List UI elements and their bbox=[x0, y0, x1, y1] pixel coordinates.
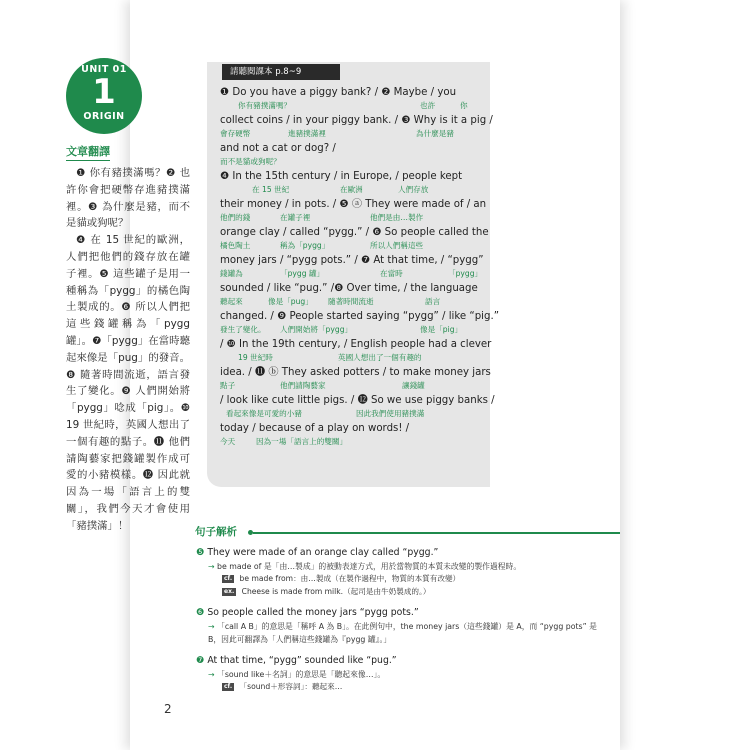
translation-heading: 文章翻譯 bbox=[66, 143, 110, 161]
analysis-item bbox=[196, 653, 606, 694]
gloss-text: 讓錢罐 bbox=[402, 381, 425, 390]
gloss-text: 英國人想出了一個有趣的 bbox=[338, 353, 422, 362]
gloss-text: 錢罐為 bbox=[220, 269, 243, 278]
analysis-sub-note: be made from：由…製成（在製作過程中，物質的本質有改變） bbox=[239, 574, 461, 583]
cf-tag: cf. bbox=[224, 575, 233, 582]
reading-line: their money / in pots. / ❺ ⓐ They were made of / an bbox=[220, 199, 487, 210]
gloss-text: 所以人們稱這些 bbox=[370, 241, 424, 250]
translation-paragraph: ❶ 你有豬撲滿嗎？❷ 也許你會把硬幣存進豬撲滿裡。❸ 為什麼是豬，而不是貓或狗呢？ bbox=[66, 167, 190, 230]
analysis-item bbox=[196, 545, 606, 598]
gloss-text: 人們開始將「pygg」 bbox=[280, 325, 353, 334]
reading-gloss bbox=[220, 212, 482, 226]
gloss-text: 稱為「pygg」 bbox=[280, 241, 330, 250]
gloss-text: 在當時 bbox=[380, 269, 403, 278]
analysis-sub-note: 「sound＋形容詞」：聽起來… bbox=[239, 682, 343, 691]
reading-line: money jars / “pygg pots.” / ❼ At that time, / “pygg” bbox=[220, 255, 484, 266]
reading-line: ❶ Do you have a piggy bank? / ❷ Maybe / you bbox=[220, 87, 457, 98]
gloss-text: 隨著時間流逝 bbox=[328, 297, 374, 306]
reading-gloss bbox=[220, 100, 482, 114]
reading-gloss bbox=[220, 128, 482, 142]
reading-gloss bbox=[220, 240, 482, 254]
arrow-icon: → bbox=[208, 670, 215, 679]
reading-gloss bbox=[220, 380, 482, 394]
gloss-text: 在 15 世紀 bbox=[252, 185, 290, 194]
translation-paragraph: ❹ 在 15 世紀的歐洲，人們把他們的錢存放在罐子裡。❺ 這些罐子是用一種稱為「pygg」的橘色陶土製成的。❻ 所以人們把這些錢罐稱為「pygg 罐」。❼「pygg」在當時聽起來像是「pug」的發音。❽ 隨著時間流逝，語言發生了變化。❾ 人們開始將「pygg」唸成「pig」。❿ 19 世紀時，英國人想出了一個有趣的點子。⓫ 他們請陶藝家把錢罐製作成可愛的小豬模樣。⓬ 因此就因為一場「語言上的雙關」，我們今天才會使用「豬撲滿」！ bbox=[66, 234, 190, 532]
reading-gloss bbox=[220, 436, 482, 450]
gloss-text: 發生了變化。 bbox=[220, 325, 266, 334]
reading-line: sounded / like “pug.” /❽ Over time, / the language bbox=[220, 283, 478, 294]
analysis-sub-note: Cheese is made from milk.（起司是由牛奶製成的。） bbox=[241, 586, 431, 596]
reading-line: collect coins / in your piggy bank. / ❸ Why is it a pig / bbox=[220, 115, 493, 126]
sentence-number: ❻ bbox=[196, 607, 205, 618]
gloss-text: 而不是貓或狗呢？ bbox=[220, 157, 281, 166]
analysis-sentence: They were made of an orange clay called “pygg.” bbox=[207, 547, 439, 558]
gloss-text: 會存硬幣 bbox=[220, 129, 251, 138]
divider-line bbox=[253, 532, 620, 534]
gloss-text: 橘色陶土 bbox=[220, 241, 251, 250]
gloss-text: 19 世紀時 bbox=[238, 353, 273, 362]
unit-origin: ORIGIN bbox=[83, 111, 125, 122]
gloss-text: 為什麼是豬 bbox=[416, 129, 454, 138]
reading-gloss bbox=[220, 408, 482, 422]
sentence-number: ❼ bbox=[196, 655, 205, 666]
analysis-note: 「sound like＋名詞」的意思是「聽起來像…」。 bbox=[217, 670, 386, 679]
reading-line: and not a cat or dog? / bbox=[220, 143, 336, 154]
gloss-text: 看起來像是可愛的小豬 bbox=[226, 409, 302, 418]
analysis-item bbox=[196, 605, 606, 646]
analysis-note: be made of 是「由…製成」的被動表達方式，用於當物質的本質未改變的製作過程時。 bbox=[217, 562, 522, 571]
reading-gloss bbox=[220, 324, 482, 338]
reading-line: / look like cute little pigs. / ⓬ So we use piggy banks / bbox=[220, 395, 495, 406]
gloss-text: 你 bbox=[460, 101, 468, 110]
arrow-icon: → bbox=[208, 562, 215, 571]
cf-tag: cf. bbox=[224, 683, 233, 690]
unit-badge bbox=[66, 58, 142, 134]
gloss-text: 「pygg 罐」 bbox=[280, 269, 325, 278]
gloss-text: 今天 bbox=[220, 437, 236, 446]
sentence-number: ❺ bbox=[196, 547, 205, 558]
gloss-text: 「pygg」 bbox=[448, 269, 483, 278]
reading-line: idea. / ⓫ ⓑ They asked potters / to make money jars bbox=[220, 367, 491, 378]
gloss-text: 進豬撲滿裡 bbox=[288, 129, 326, 138]
gloss-text: 點子 bbox=[220, 381, 236, 390]
gloss-text: 因此我們使用豬撲滿 bbox=[356, 409, 425, 418]
unit-label: UNIT 01 bbox=[81, 64, 127, 75]
page-number: 2 bbox=[164, 702, 172, 716]
reading-gloss bbox=[220, 352, 482, 366]
gloss-text: 在歐洲 bbox=[340, 185, 363, 194]
analysis-sentence: At that time, “pygg” sounded like “pug.” bbox=[207, 655, 397, 666]
gloss-text: 他們請陶藝家 bbox=[280, 381, 326, 390]
listening-tag: 請聽閱課本 p.8~9 bbox=[222, 64, 340, 80]
gloss-text: 在罐子裡 bbox=[280, 213, 311, 222]
reading-line: changed. / ❾ People started saying “pygg” / like “pig.” bbox=[220, 311, 499, 322]
gloss-text: 人們存放 bbox=[398, 185, 429, 194]
reading-line: / ❿ In the 19th century, / English people had a clever bbox=[220, 339, 492, 350]
gloss-text: 也許 bbox=[420, 101, 436, 110]
gloss-text: 像是「pug」 bbox=[268, 297, 313, 306]
reading-gloss bbox=[220, 296, 482, 310]
unit-number: 1 bbox=[92, 72, 116, 112]
reading-gloss bbox=[220, 156, 482, 170]
gloss-text: 你有豬撲滿嗎？ bbox=[238, 101, 292, 110]
reading-text bbox=[220, 86, 499, 450]
gloss-text: 聽起來 bbox=[220, 297, 243, 306]
gloss-text: 他們是由…製作 bbox=[370, 213, 424, 222]
reading-line: ❹ In the 15th century / in Europe, / people kept bbox=[220, 171, 463, 182]
analysis-section bbox=[196, 545, 606, 701]
analysis-heading: 句子解析 bbox=[195, 526, 237, 538]
translation-text bbox=[66, 165, 190, 535]
reading-line: orange clay / called “pygg.” / ❻ So people called the bbox=[220, 227, 489, 238]
analysis-note: 「call A B」的意思是「稱呼 A 為 B」。在此例句中，the money jars（這些錢罐）是 A，而 “pygg pots” 是 B，因此可翻譯為「人們稱這些錢罐為『pygg 罐』。」 bbox=[208, 622, 597, 644]
ex-tag: ex. bbox=[224, 587, 235, 595]
arrow-icon: → bbox=[208, 622, 215, 631]
gloss-text: 像是「pig」 bbox=[420, 325, 463, 334]
gloss-text: 他們的錢 bbox=[220, 213, 251, 222]
reading-gloss bbox=[220, 268, 482, 282]
reading-gloss bbox=[220, 184, 482, 198]
gloss-text: 語言 bbox=[425, 297, 441, 306]
gloss-text: 因為一場「語言上的雙關」 bbox=[256, 437, 348, 446]
analysis-sentence: So people called the money jars “pygg pots.” bbox=[207, 607, 419, 618]
reading-line: today / because of a play on words! / bbox=[220, 423, 410, 434]
